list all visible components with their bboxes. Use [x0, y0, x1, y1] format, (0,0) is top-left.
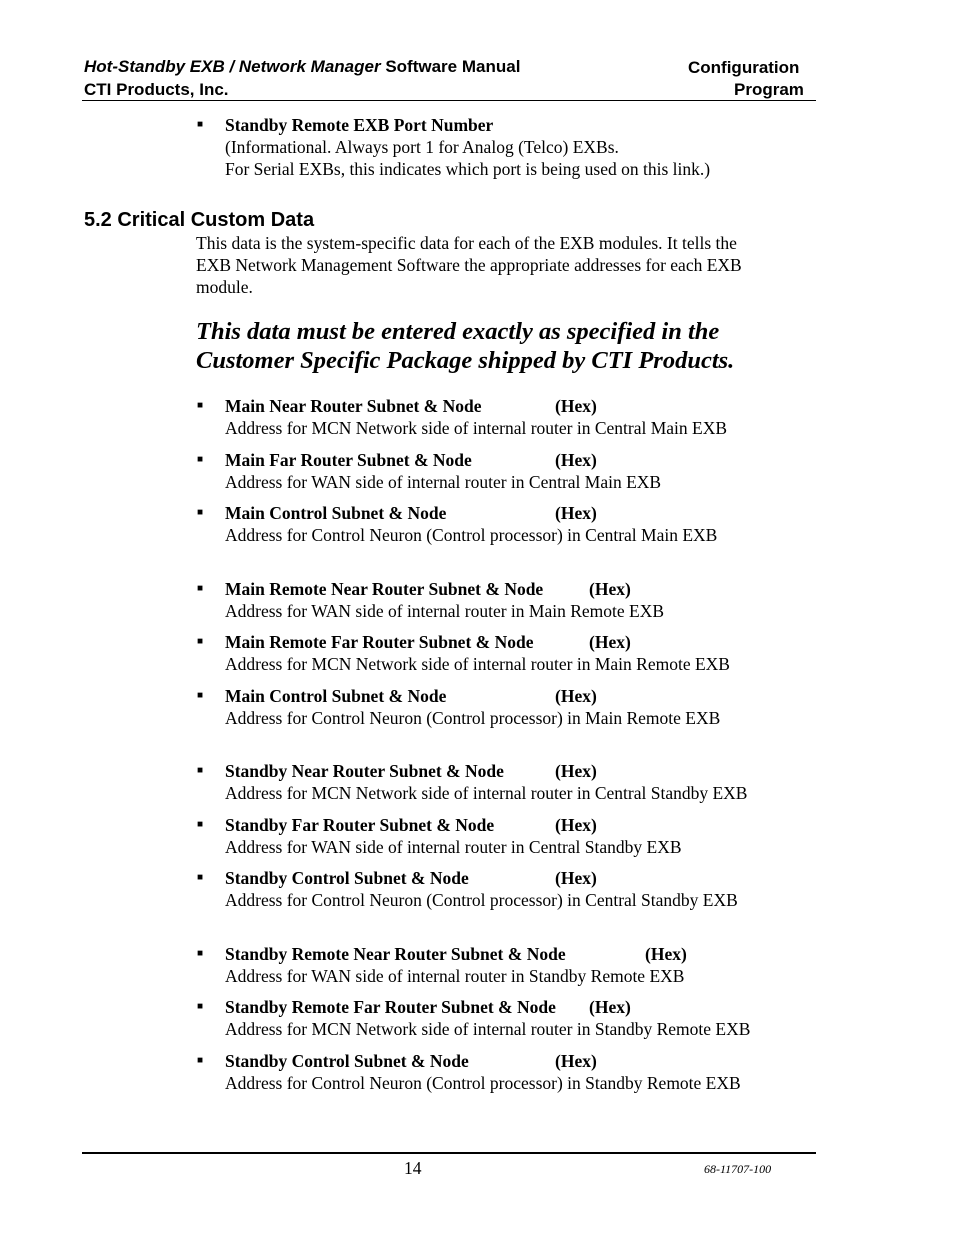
header-company: CTI Products, Inc.: [84, 80, 229, 99]
paragraph-line: module.: [196, 277, 253, 297]
item-description: Address for MCN Network side of internal router in Main Remote EXB: [225, 654, 730, 674]
item-description-line2: For Serial EXBs, this indicates which port is being used on this link.): [225, 159, 711, 179]
bullet-icon: ■: [197, 507, 204, 518]
bullet-icon: ■: [197, 872, 204, 883]
item-description: Address for WAN side of internal router in Standby Remote EXB: [225, 966, 685, 986]
bullet-icon: ■: [197, 400, 204, 411]
item-hex-tag: (Hex): [555, 450, 597, 470]
item-hex-tag: (Hex): [589, 579, 631, 599]
item-description: Address for Control Neuron (Control processor) in Standby Remote EXB: [225, 1073, 741, 1093]
item-description: Address for WAN side of internal router in Central Standby EXB: [225, 837, 682, 857]
header-divider: [82, 100, 816, 101]
header-manual-suffix: Software Manual: [380, 57, 521, 76]
item-description: Address for Control Neuron (Control processor) in Main Remote EXB: [225, 708, 721, 728]
item-hex-tag: (Hex): [645, 944, 687, 964]
bullet-icon: ■: [197, 636, 204, 647]
item-description: Address for MCN Network side of internal router in Central Standby EXB: [225, 783, 748, 803]
item-title: Standby Near Router Subnet & Node: [225, 761, 504, 781]
header-manual-title: [84, 56, 520, 78]
section-intro-paragraph: [196, 232, 796, 298]
item-description: (Informational. Always port 1 for Analog (Telco) EXBs.: [225, 137, 619, 157]
item-description: Address for Control Neuron (Control processor) in Central Standby EXB: [225, 890, 738, 910]
header-product-name: Hot-Standby EXB / Network Manager: [84, 57, 381, 76]
item-title: Standby Control Subnet & Node: [225, 868, 469, 888]
footer-divider: [82, 1152, 816, 1154]
item-hex-tag: (Hex): [555, 815, 597, 835]
item-title: Standby Remote Near Router Subnet & Node: [225, 944, 566, 964]
item-hex-tag: (Hex): [589, 632, 631, 652]
item-title: Standby Remote Far Router Subnet & Node: [225, 997, 556, 1017]
item-title: Standby Remote EXB Port Number: [225, 115, 494, 135]
item-hex-tag: (Hex): [555, 686, 597, 706]
item-hex-tag: (Hex): [555, 868, 597, 888]
bullet-icon: ■: [197, 765, 204, 776]
bullet-icon: ■: [197, 1001, 204, 1012]
item-title: Main Near Router Subnet & Node: [225, 396, 482, 416]
page-number: 14: [404, 1158, 422, 1178]
header-section-line2: Program: [734, 80, 804, 99]
item-description: Address for Control Neuron (Control processor) in Central Main EXB: [225, 525, 718, 545]
bullet-icon: ■: [197, 819, 204, 830]
item-title: Standby Far Router Subnet & Node: [225, 815, 495, 835]
item-title: Main Far Router Subnet & Node: [225, 450, 472, 470]
item-description: Address for MCN Network side of internal router in Standby Remote EXB: [225, 1019, 751, 1039]
document-id: 68-11707-100: [704, 1162, 772, 1176]
item-hex-tag: (Hex): [555, 503, 597, 523]
warning-line: This data must be entered exactly as specified in the: [196, 318, 720, 345]
item-hex-tag: (Hex): [555, 761, 597, 781]
paragraph-line: This data is the system-specific data for each of the EXB modules. It tells the: [196, 233, 737, 253]
item-hex-tag: (Hex): [555, 1051, 597, 1071]
paragraph-line: EXB Network Management Software the appropriate addresses for each EXB: [196, 255, 742, 275]
bullet-icon: ■: [197, 454, 204, 465]
item-description: Address for MCN Network side of internal router in Central Main EXB: [225, 418, 728, 438]
item-hex-tag: (Hex): [589, 997, 631, 1017]
bullet-icon: ■: [197, 583, 204, 594]
item-title: Standby Control Subnet & Node: [225, 1051, 469, 1071]
item-title: Main Remote Far Router Subnet & Node: [225, 632, 534, 652]
item-description: Address for WAN side of internal router in Central Main EXB: [225, 472, 662, 492]
warning-callout: [196, 317, 816, 375]
item-hex-tag: (Hex): [555, 396, 597, 416]
bullet-icon: ■: [197, 119, 204, 130]
section-heading: 5.2 Critical Custom Data: [84, 209, 315, 231]
item-title: Main Control Subnet & Node: [225, 503, 447, 523]
bullet-icon: ■: [197, 690, 204, 701]
header-section-line1: Configuration: [688, 58, 800, 77]
warning-line: Customer Specific Package shipped by CTI Products.: [196, 347, 735, 374]
bullet-icon: ■: [197, 1055, 204, 1066]
item-title: Main Control Subnet & Node: [225, 686, 447, 706]
item-description: Address for WAN side of internal router in Main Remote EXB: [225, 601, 665, 621]
bullet-icon: ■: [197, 948, 204, 959]
item-title: Main Remote Near Router Subnet & Node: [225, 579, 544, 599]
